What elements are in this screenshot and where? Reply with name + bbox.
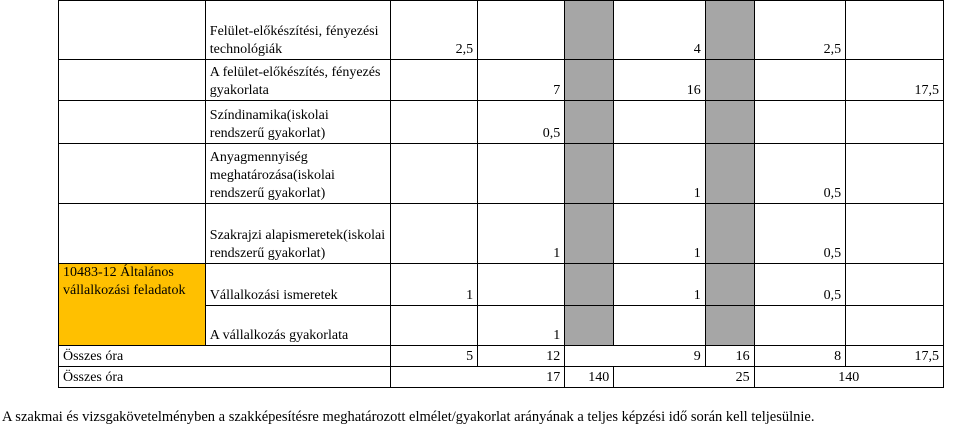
- value-cell: [846, 306, 944, 346]
- module-cell-empty: [59, 204, 206, 264]
- grey-cell: [565, 306, 614, 346]
- value-cell: [614, 101, 705, 144]
- total-value: 17,5: [846, 346, 944, 367]
- grey-cell: [565, 204, 614, 264]
- value-cell: 0,5: [478, 101, 565, 144]
- value-cell: 0,5: [754, 204, 845, 264]
- total-row: [59, 346, 944, 367]
- value-cell: [390, 101, 477, 144]
- value-cell: 16: [614, 60, 705, 101]
- value-cell: 2,5: [754, 1, 845, 60]
- value-cell: [754, 60, 845, 101]
- grey-cell: [565, 1, 614, 60]
- total-value: 12: [478, 346, 565, 367]
- subject-label: Vállalkozási ismeretek: [205, 264, 390, 306]
- value-cell: 17,5: [846, 60, 944, 101]
- grey-cell: [705, 101, 754, 144]
- value-cell: 0,5: [754, 144, 845, 204]
- total-value: 17: [390, 367, 564, 388]
- grey-cell: [705, 1, 754, 60]
- total-label: Összes óra: [59, 367, 391, 388]
- subject-label: Színdinamika(iskolai rendszerű gyakorlat): [205, 101, 390, 144]
- value-cell: [478, 1, 565, 60]
- grey-cell: [565, 144, 614, 204]
- grey-cell: [705, 60, 754, 101]
- value-cell: [390, 204, 477, 264]
- table-row: [59, 60, 944, 101]
- value-cell: [390, 60, 477, 101]
- total-value: 25: [614, 367, 754, 388]
- value-cell: [614, 306, 705, 346]
- value-cell: [846, 204, 944, 264]
- subject-label: A vállalkozás gyakorlata: [205, 306, 390, 346]
- total-value: 16: [705, 346, 754, 367]
- curriculum-table: [58, 0, 944, 388]
- grey-cell: [705, 204, 754, 264]
- grey-cell: [565, 101, 614, 144]
- value-cell: [390, 144, 477, 204]
- value-cell: 1: [478, 204, 565, 264]
- table-row: [59, 1, 944, 60]
- table-row: [59, 144, 944, 204]
- value-cell: 1: [614, 144, 705, 204]
- table-row: [59, 204, 944, 264]
- value-cell: [754, 101, 845, 144]
- subject-label: Felület-előkészítési, fényezési technológiák: [205, 1, 390, 60]
- value-cell: [478, 144, 565, 204]
- module-cell-empty: [59, 144, 206, 204]
- grey-cell: [705, 144, 754, 204]
- value-cell: [478, 264, 565, 306]
- value-cell: 1: [614, 204, 705, 264]
- value-cell: [754, 306, 845, 346]
- value-cell: 1: [614, 264, 705, 306]
- value-cell: [846, 1, 944, 60]
- value-cell: [846, 101, 944, 144]
- total-value: 5: [390, 346, 477, 367]
- grey-cell: [705, 306, 754, 346]
- grey-cell: [565, 60, 614, 101]
- value-cell: 1: [390, 264, 477, 306]
- subject-label: A felület-előkészítés, fényezés gyakorlata: [205, 60, 390, 101]
- value-cell: [846, 144, 944, 204]
- table-row: [59, 264, 944, 306]
- total-value: 140: [565, 367, 614, 388]
- subject-label: Anyagmennyiség meghatározása(iskolai rendszerű gyakorlat): [205, 144, 390, 204]
- subject-label: Szakrajzi alapismeretek(iskolai rendszerű gyakorlat): [205, 204, 390, 264]
- total-row: [59, 367, 944, 388]
- value-cell: 7: [478, 60, 565, 101]
- total-value: 140: [754, 367, 943, 388]
- module-cell-empty: [59, 60, 206, 101]
- module-cell-empty: [59, 1, 206, 60]
- footnote: A szakmai és vizsgakövetelményben a szakképesítésre meghatározott elmélet/gyakorlat arányának a teljes képzési idő során kell teljesülnie.: [2, 409, 815, 425]
- total-value: 9: [565, 346, 705, 367]
- total-label: Összes óra: [59, 346, 391, 367]
- value-cell: 0,5: [754, 264, 845, 306]
- value-cell: [390, 306, 477, 346]
- module-label: 10483-12 Általános vállalkozási feladatok: [59, 264, 206, 346]
- value-cell: 4: [614, 1, 705, 60]
- total-value: 8: [754, 346, 845, 367]
- value-cell: 1: [478, 306, 565, 346]
- value-cell: 2,5: [390, 1, 477, 60]
- module-cell-empty: [59, 101, 206, 144]
- table-row: [59, 101, 944, 144]
- grey-cell: [565, 264, 614, 306]
- value-cell: [846, 264, 944, 306]
- grey-cell: [705, 264, 754, 306]
